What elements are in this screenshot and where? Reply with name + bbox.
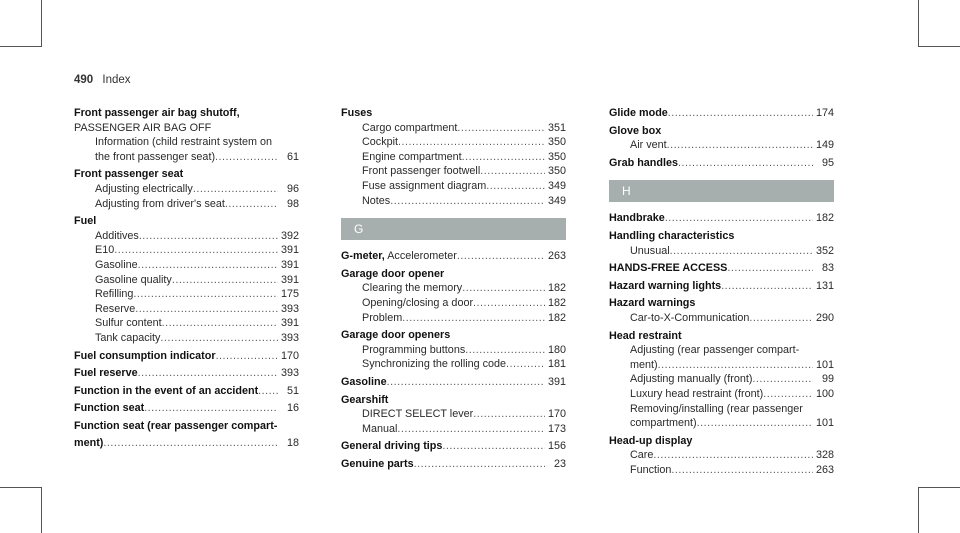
index-subentry-text: the front passenger seat) (95, 150, 216, 163)
index-subentry-text: Adjusting electrically (95, 182, 193, 195)
index-subentry[interactable] (74, 150, 299, 165)
index-heading-text: Glide mode (609, 107, 668, 119)
dot-leader (665, 211, 813, 226)
page-reference[interactable]: 131 (815, 279, 834, 292)
index-entry-qualifier: Accelerometer (384, 250, 457, 263)
page-reference[interactable]: 175 (280, 288, 299, 301)
index-heading-text: Fuel (74, 215, 97, 228)
index-heading (74, 106, 299, 121)
index-heading (341, 267, 566, 282)
index-entry[interactable] (609, 156, 834, 171)
index-heading-text: Hazard warnings (609, 297, 696, 310)
index-heading-text: Head-up display (609, 434, 693, 447)
index-subentry[interactable] (341, 311, 566, 326)
index-heading (609, 124, 834, 139)
index-entry[interactable] (609, 106, 834, 121)
index-heading (609, 329, 834, 344)
index-subentry[interactable] (341, 179, 566, 194)
page-reference[interactable]: 182 (547, 282, 566, 295)
index-subentry[interactable] (609, 416, 834, 431)
index-subentry-text: Clearing the memory (362, 282, 463, 295)
index-heading (609, 296, 834, 311)
dot-leader (414, 457, 545, 472)
dot-leader (216, 349, 278, 364)
index-heading (341, 393, 566, 408)
index-subentry[interactable] (609, 463, 834, 478)
index-subentry[interactable] (341, 150, 566, 165)
index-entry[interactable] (74, 436, 299, 451)
index-entry[interactable] (74, 401, 299, 416)
page-number: 490 (74, 74, 94, 86)
section-letter-bar: G (341, 218, 566, 240)
index-subentry[interactable] (74, 316, 299, 331)
index-subentry-text: Adjusting from driver's seat (95, 197, 225, 210)
index-column-3 (609, 103, 834, 477)
page-reference[interactable]: 393 (280, 367, 299, 380)
index-subentry-text: Air vent (630, 139, 667, 152)
page-reference[interactable]: 95 (821, 156, 834, 169)
page-reference[interactable]: 352 (815, 244, 834, 257)
index-subentry-text: Engine compartment (362, 150, 462, 163)
index-subentry-text: Fuse assignment diagram (362, 179, 487, 192)
page-reference[interactable]: 391 (280, 317, 299, 330)
page-reference[interactable]: 18 (286, 437, 299, 450)
dot-leader (139, 229, 278, 244)
index-subentry[interactable] (74, 302, 299, 317)
index-heading (74, 419, 299, 434)
dot-leader (667, 138, 813, 153)
index-subentry[interactable] (341, 343, 566, 358)
page-reference[interactable]: 100 (815, 387, 834, 400)
page-reference[interactable]: 350 (547, 165, 566, 178)
dot-leader (193, 182, 278, 197)
index-heading-text: G-meter, (341, 250, 385, 263)
dot-leader (402, 311, 545, 326)
page-reference[interactable]: 99 (821, 373, 834, 386)
dot-leader (749, 311, 813, 326)
index-heading-text: Fuel consumption indicator (74, 349, 216, 362)
index-subentry[interactable] (74, 243, 299, 258)
index-heading-text: Garage door opener (341, 267, 445, 280)
dot-leader (114, 243, 278, 258)
page-reference[interactable]: 263 (547, 250, 566, 263)
dot-leader (390, 194, 545, 209)
page-reference[interactable]: 170 (547, 408, 566, 421)
page-reference[interactable]: 149 (815, 139, 834, 152)
index-heading-text: HANDS-FREE ACCESS (609, 262, 728, 275)
index-subentry-text: Car-to-X-Communication (630, 311, 750, 324)
page-reference[interactable]: 392 (280, 229, 299, 242)
index-subentry-text: Manual (362, 422, 398, 435)
index-entry[interactable] (341, 457, 566, 472)
index-heading-text: Function in the event of an accident (74, 384, 259, 397)
dot-leader (457, 121, 545, 136)
index-entry[interactable] (341, 375, 566, 390)
page-reference[interactable]: 180 (547, 343, 566, 356)
page-reference[interactable]: 349 (547, 179, 566, 192)
crop-mark (0, 46, 42, 47)
index-subentry[interactable] (74, 331, 299, 346)
page-reference[interactable]: 16 (286, 402, 299, 415)
section-letter-bar: H (609, 180, 834, 202)
index-heading-text: Fuel reserve (74, 367, 138, 380)
page-reference[interactable]: 391 (280, 273, 299, 286)
page-reference[interactable]: 391 (547, 375, 566, 388)
index-subentry[interactable] (609, 138, 834, 153)
index-subentry-text: Adjusting (rear passenger compart- (630, 344, 800, 357)
page-reference[interactable]: 182 (547, 311, 566, 324)
index-subentry-text: Problem (362, 311, 403, 324)
index-subentry-text: compartment) (630, 417, 697, 430)
index-heading (609, 434, 834, 449)
index-subentry[interactable] (341, 407, 566, 422)
dot-leader (727, 261, 813, 276)
page-reference[interactable]: 23 (553, 457, 566, 470)
index-subentry-text: Front passenger footwell (362, 165, 481, 178)
index-subentry-text: E10 (95, 244, 115, 257)
index-subentry[interactable] (74, 258, 299, 273)
index-subentry-text: Care (630, 449, 654, 462)
dot-leader (653, 448, 813, 463)
index-heading-text: Handbrake (609, 212, 665, 225)
page-reference[interactable]: 170 (280, 349, 299, 362)
index-heading-text: Front passenger seat (74, 168, 184, 181)
page-reference[interactable]: 83 (821, 262, 834, 275)
index-heading-text: Head restraint (609, 329, 682, 342)
dot-leader (103, 436, 278, 451)
page-reference[interactable]: 349 (547, 194, 566, 207)
index-subentry[interactable] (341, 281, 566, 296)
page-reference[interactable]: 182 (547, 296, 566, 309)
index-subentry[interactable] (74, 182, 299, 197)
index-subentry[interactable] (341, 194, 566, 209)
index-entry[interactable] (341, 249, 566, 264)
index-subentry-text: Synchronizing the rolling code (362, 358, 507, 371)
index-heading-text: Function seat (rear passenger compart- (74, 419, 278, 432)
dot-leader (668, 106, 813, 121)
index-heading (74, 167, 299, 182)
dot-leader (752, 372, 813, 387)
page-reference[interactable]: 181 (547, 358, 566, 371)
crop-mark (41, 487, 42, 533)
dot-leader (763, 387, 813, 402)
dot-leader (465, 343, 545, 358)
index-subentry[interactable] (341, 357, 566, 372)
index-subentry[interactable] (341, 296, 566, 311)
index-subentry[interactable] (609, 311, 834, 326)
index-subentry[interactable] (74, 273, 299, 288)
dot-leader (135, 302, 278, 317)
index-subentry-text: Gasoline quality (95, 273, 172, 286)
index-subentry-text: Unusual (630, 244, 670, 257)
page-reference[interactable]: 101 (815, 417, 834, 430)
page-reference[interactable]: 61 (286, 150, 299, 163)
page-reference[interactable]: 96 (286, 182, 299, 195)
dot-leader (506, 357, 545, 372)
index-column-1 (74, 103, 299, 451)
index-heading-text: Function seat (74, 402, 145, 415)
dot-leader (225, 197, 278, 212)
dot-leader (457, 249, 545, 264)
index-subentry[interactable] (341, 422, 566, 437)
dot-leader (480, 164, 545, 179)
page-reference[interactable]: 156 (547, 440, 566, 453)
page-reference[interactable]: 391 (280, 258, 299, 271)
index-heading-text: ment) (74, 437, 104, 450)
page-reference[interactable]: 350 (547, 150, 566, 163)
dot-leader (671, 463, 813, 478)
index-heading (609, 229, 834, 244)
dot-leader (721, 279, 813, 294)
dot-leader (658, 358, 813, 373)
dot-leader (258, 384, 278, 399)
dot-leader (678, 156, 813, 171)
crop-mark (41, 0, 42, 47)
dot-leader (133, 287, 278, 302)
index-subentry[interactable] (609, 387, 834, 402)
dot-leader (473, 296, 545, 311)
page-reference[interactable]: 182 (815, 212, 834, 225)
index-subentry[interactable] (74, 197, 299, 212)
page-reference[interactable]: 391 (280, 244, 299, 257)
index-heading (341, 106, 566, 121)
index-heading-text: Handling characteristics (609, 229, 735, 242)
index-subentry[interactable] (74, 287, 299, 302)
index-subentry-text: Opening/closing a door (362, 296, 474, 309)
index-subentry-text: DIRECT SELECT lever (362, 408, 474, 421)
index-column-2 (341, 103, 566, 471)
index-subentry[interactable] (74, 229, 299, 244)
page-title: Index (102, 74, 131, 86)
crop-mark (918, 487, 919, 533)
page-reference[interactable]: 290 (815, 311, 834, 324)
index-subentry-text: Programming buttons (362, 343, 466, 356)
dot-leader (138, 258, 278, 273)
index-heading-text: Gearshift (341, 393, 389, 406)
index-heading-text: General driving tips (341, 440, 443, 453)
index-subentry-text: Refilling (95, 288, 134, 301)
index-subentry[interactable] (341, 121, 566, 136)
dot-leader (462, 281, 545, 296)
index-subentry[interactable] (609, 372, 834, 387)
index-subentry-text: Cockpit (362, 136, 399, 149)
index-subentry-text: Notes (362, 194, 391, 207)
dot-leader (697, 416, 813, 431)
dot-leader (442, 439, 545, 454)
crop-mark (918, 487, 960, 488)
index-entry[interactable] (74, 349, 299, 364)
index-subentry-text: Cargo compartment (362, 121, 458, 134)
page-reference[interactable]: 51 (286, 384, 299, 397)
page-reference[interactable]: 98 (286, 197, 299, 210)
index-subentry-text: Function (630, 463, 672, 476)
index-subentry-text: Sulfur content (95, 317, 162, 330)
crop-mark (918, 46, 960, 47)
dot-leader (473, 407, 545, 422)
page-reference[interactable]: 328 (815, 449, 834, 462)
index-entry[interactable] (74, 366, 299, 381)
index-heading-text: Genuine parts (341, 457, 414, 470)
index-heading-text: Gasoline (341, 375, 387, 388)
index-heading-text: Hazard warning lights (609, 279, 722, 292)
page-reference[interactable]: 393 (280, 302, 299, 315)
index-entry[interactable] (609, 211, 834, 226)
index-entry[interactable] (609, 261, 834, 276)
page-reference[interactable]: 350 (547, 136, 566, 149)
index-subentry-text: Additives (95, 229, 139, 242)
dot-leader (397, 422, 545, 437)
page-reference[interactable]: 393 (280, 331, 299, 344)
index-subentry-text: ment) (630, 358, 658, 371)
index-subentry[interactable] (341, 135, 566, 150)
index-heading (74, 214, 299, 229)
index-heading-text: Fuses (341, 107, 373, 119)
index-subentry-text: Removing/installing (rear passenger (630, 402, 803, 415)
crop-mark (0, 487, 42, 488)
index-subentry[interactable] (341, 164, 566, 179)
page-reference[interactable]: 263 (815, 463, 834, 476)
index-entry[interactable] (609, 279, 834, 294)
index-subentry-text: Reserve (95, 302, 136, 315)
dot-leader (160, 331, 278, 346)
index-entry-text: PASSENGER AIR BAG OFF (74, 121, 212, 134)
dot-leader (172, 273, 278, 288)
index-subentry[interactable] (609, 358, 834, 373)
index-heading-text: Grab handles (609, 156, 678, 169)
crop-mark (918, 0, 919, 47)
page-header (74, 74, 131, 86)
dot-leader (486, 179, 545, 194)
dot-leader (144, 401, 278, 416)
page-reference[interactable]: 101 (815, 358, 834, 371)
index-subentry-text: Adjusting manually (front) (630, 373, 753, 386)
dot-leader (215, 150, 278, 165)
index-subentry-text: Tank capacity (95, 331, 161, 344)
dot-leader (138, 366, 278, 381)
index-heading (341, 328, 566, 343)
index-heading-text: Glove box (609, 124, 662, 137)
page-reference[interactable]: 174 (815, 107, 834, 119)
index-heading-text: Garage door openers (341, 329, 451, 342)
dot-leader (670, 244, 813, 259)
index-heading-text: Front passenger air bag shutoff, (74, 107, 240, 119)
dot-leader (462, 150, 545, 165)
index-subentry-text: Gasoline (95, 258, 138, 271)
index-entry[interactable] (74, 384, 299, 399)
index-subentry-text: Information (child restraint system on (95, 136, 273, 149)
page-reference[interactable]: 173 (547, 422, 566, 435)
index-subentry[interactable] (609, 448, 834, 463)
index-entry[interactable] (341, 439, 566, 454)
dot-leader (398, 135, 545, 150)
page-reference[interactable]: 351 (547, 121, 566, 134)
index-subentry[interactable] (609, 244, 834, 259)
index-subentry-text: Luxury head restraint (front) (630, 387, 764, 400)
dot-leader (387, 375, 545, 390)
dot-leader (162, 316, 278, 331)
